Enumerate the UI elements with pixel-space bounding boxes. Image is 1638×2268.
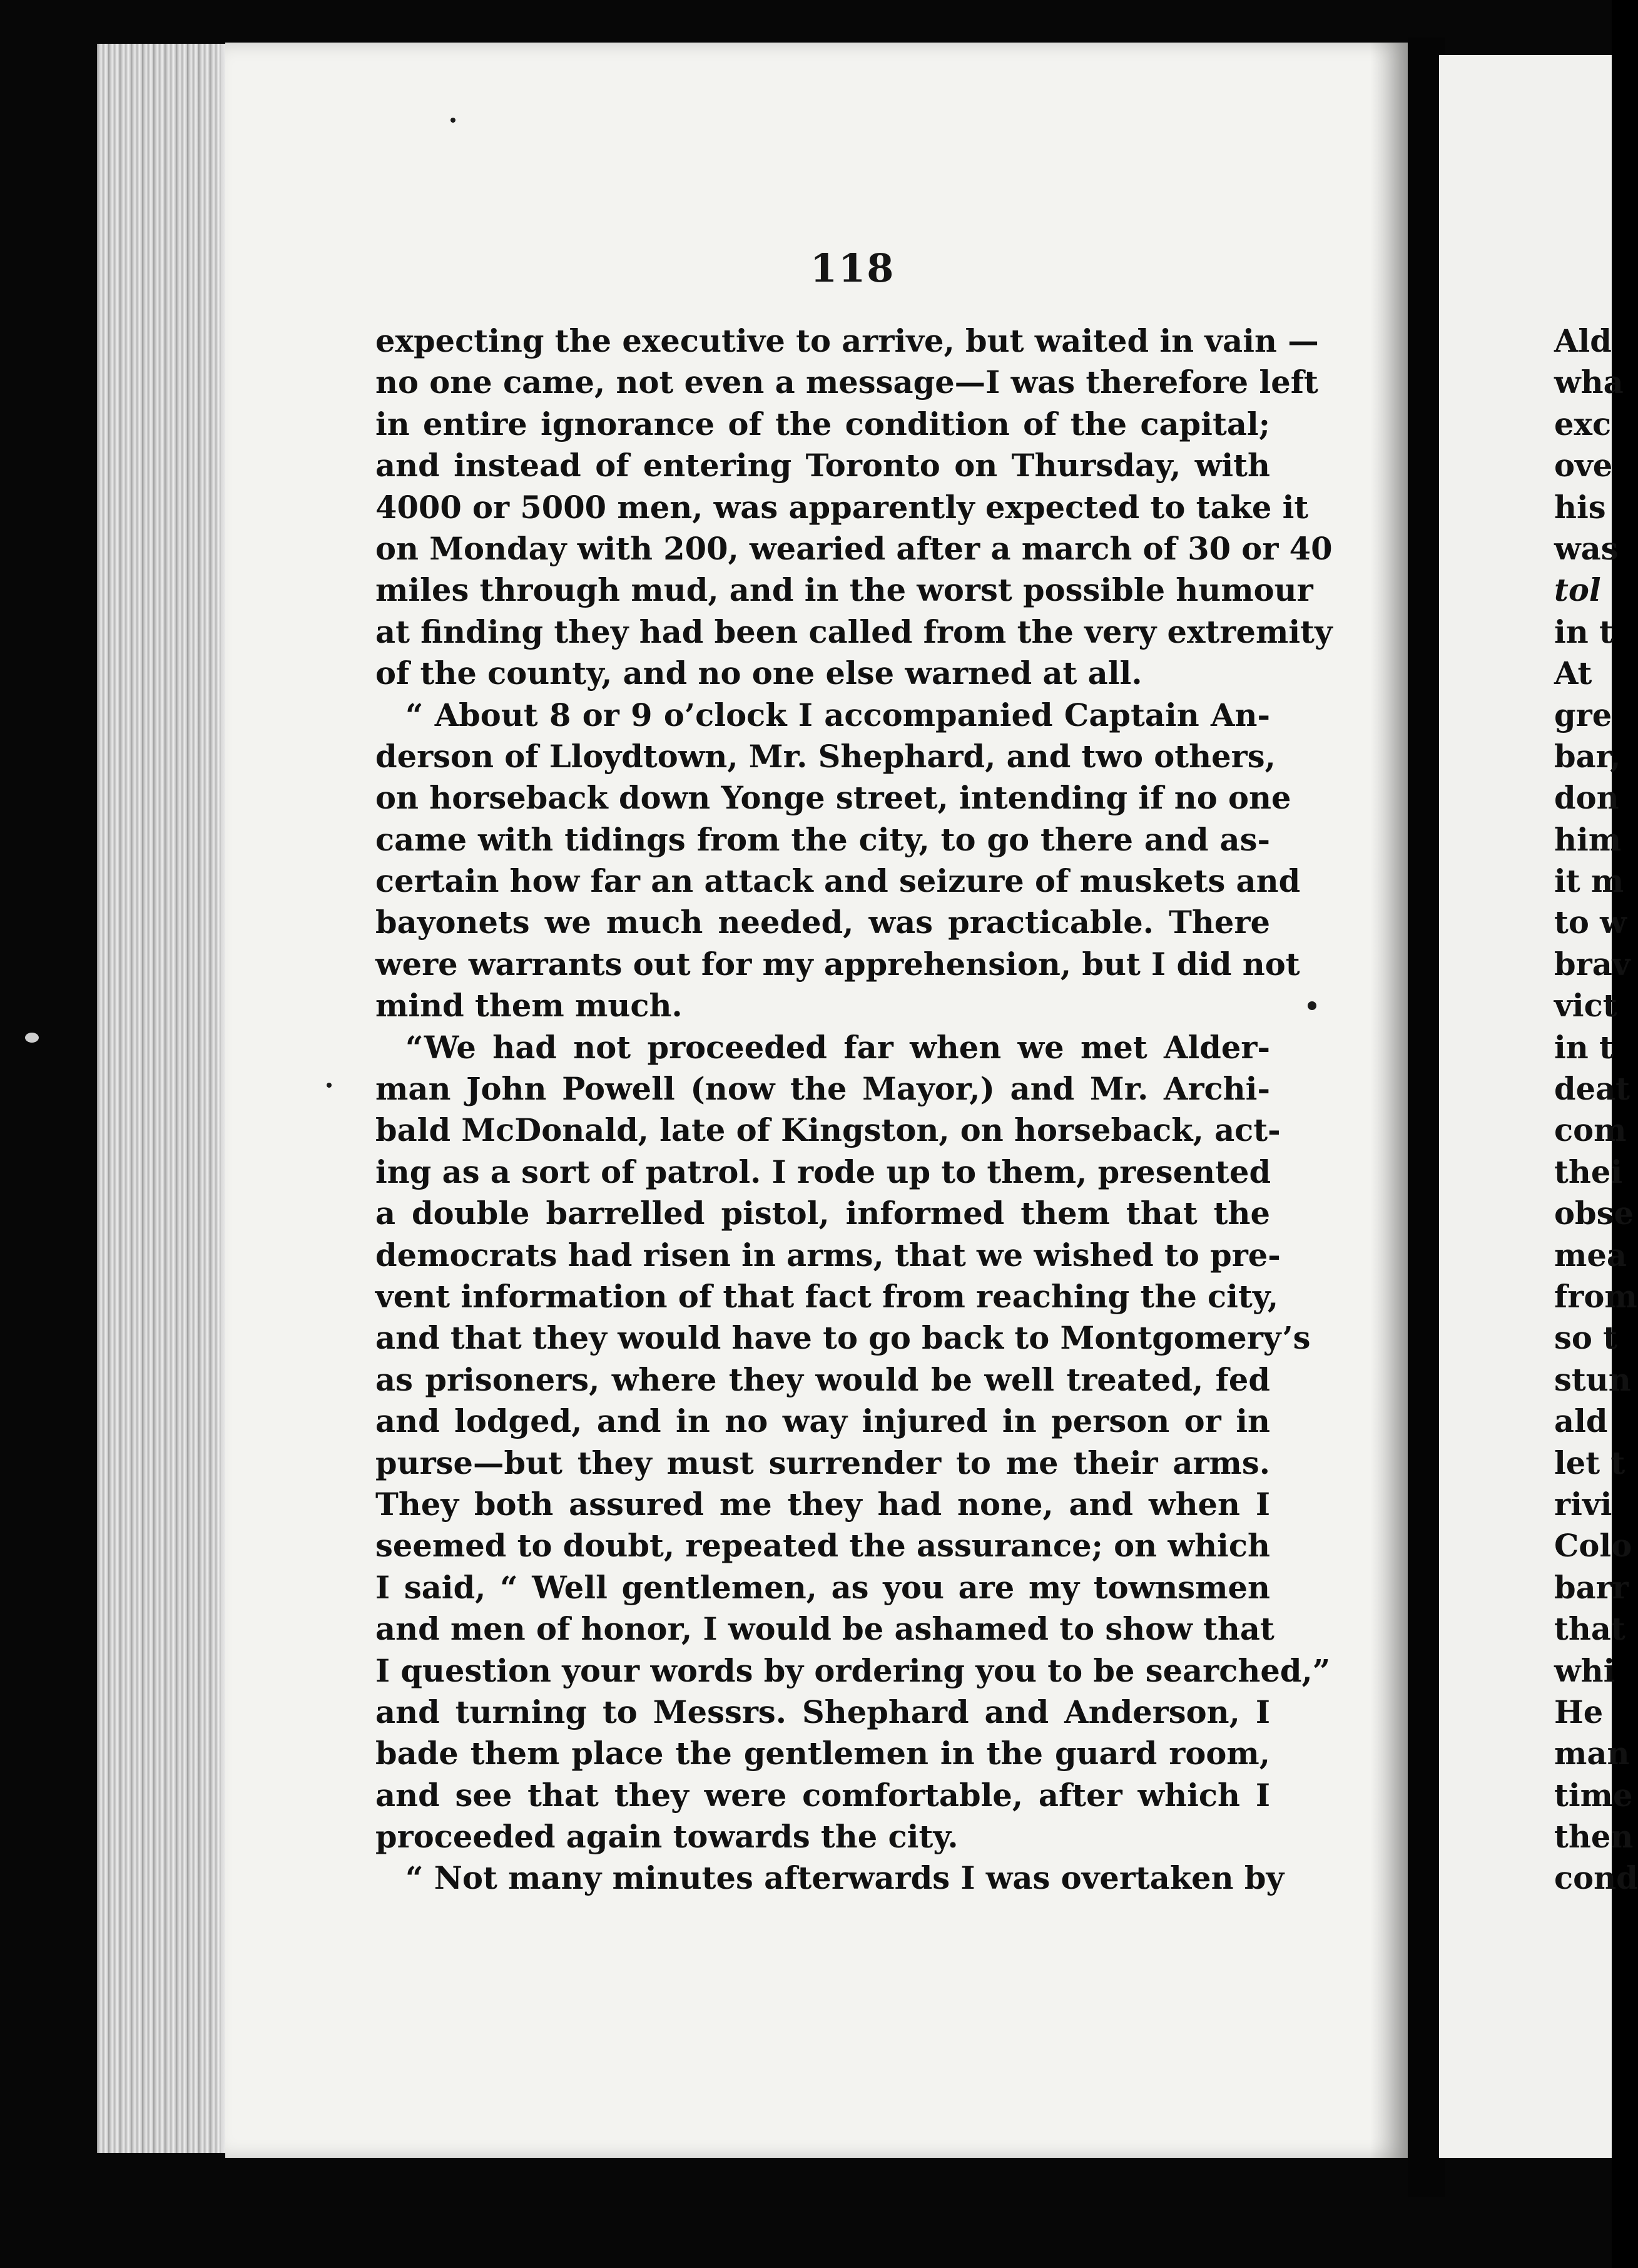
paragraph-start-line: “ About 8 or 9 o’clock I accompanied Captain An- bbox=[405, 697, 1270, 733]
page-number: 118 bbox=[810, 245, 895, 291]
text-line: and lodged, and in no way injured in person or in bbox=[375, 1403, 1270, 1440]
text-line: mind them much. bbox=[375, 988, 683, 1024]
text-line: I question your words by ordering you to be searched,” bbox=[375, 1652, 1331, 1689]
text-line: expecting the executive to arrive, but waited in vain — bbox=[375, 323, 1319, 359]
facing-fragment: Colo bbox=[1554, 1528, 1632, 1565]
facing-fragment: brav bbox=[1554, 946, 1630, 983]
facing-fragment: in t bbox=[1554, 1029, 1614, 1066]
facing-fragment: com bbox=[1554, 1112, 1627, 1149]
text-line: no one came, not even a message—I was therefore left bbox=[375, 364, 1318, 401]
paragraph-start-line: “We had not proceeded far when we met Alder- bbox=[405, 1029, 1270, 1066]
text-line: and instead of entering Toronto on Thursday, with bbox=[375, 447, 1270, 484]
text-line: They both assured me they had none, and when I bbox=[375, 1486, 1270, 1523]
facing-fragment: that bbox=[1554, 1611, 1625, 1648]
facing-fragment: tol bbox=[1554, 572, 1601, 609]
text-line: certain how far an attack and seizure of muskets and bbox=[375, 863, 1301, 900]
text-line: of the county, and no one else warned at all. bbox=[375, 655, 1142, 692]
facing-fragment: from bbox=[1554, 1278, 1637, 1315]
text-line: seemed to doubt, repeated the assurance; on which bbox=[375, 1528, 1270, 1565]
facing-fragment: let t bbox=[1554, 1444, 1625, 1481]
text-line: 4000 or 5000 men, was apparently expected to take it bbox=[375, 489, 1309, 526]
facing-fragment: whi bbox=[1554, 1652, 1615, 1689]
text-line: derson of Lloydtown, Mr. Shephard, and two others, bbox=[375, 738, 1276, 775]
text-line: and see that they were comfortable, after which I bbox=[375, 1777, 1270, 1814]
text-line: vent information of that fact from reaching the city, bbox=[375, 1278, 1279, 1315]
text-line: democrats had risen in arms, that we wished to pre- bbox=[375, 1237, 1281, 1274]
text-line: I said, “ Well gentlemen, as you are my townsmen bbox=[375, 1569, 1270, 1606]
facing-fragment: man bbox=[1554, 1735, 1630, 1772]
text-line: bald McDonald, late of Kingston, on horseback, act- bbox=[375, 1112, 1281, 1149]
text-line: as prisoners, where they would be well treated, fed bbox=[375, 1361, 1270, 1398]
facing-fragment: ald bbox=[1554, 1403, 1608, 1440]
text-line: and men of honor, I would be ashamed to show that bbox=[375, 1611, 1274, 1648]
facing-fragment: Ald bbox=[1554, 323, 1612, 359]
facing-fragment: bar, bbox=[1554, 738, 1621, 775]
text-line: bayonets we much needed, was practicable. There bbox=[375, 904, 1270, 941]
facing-fragment: cond bbox=[1554, 1860, 1638, 1897]
facing-fragment: stun bbox=[1554, 1361, 1631, 1398]
facing-fragment: so t bbox=[1554, 1320, 1617, 1357]
facing-fragment: deat bbox=[1554, 1071, 1630, 1108]
text-line: bade them place the gentlemen in the guard room, bbox=[375, 1735, 1270, 1772]
text-line: ing as a sort of patrol. I rode up to them, presented bbox=[375, 1153, 1271, 1190]
text-line: proceeded again towards the city. bbox=[375, 1819, 959, 1856]
paragraph-start-line: “ Not many minutes afterwards I was overtaken by bbox=[405, 1860, 1284, 1897]
facing-fragment: it m bbox=[1554, 863, 1624, 900]
text-line: came with tidings from the city, to go there and as- bbox=[375, 821, 1270, 858]
facing-fragment: was bbox=[1554, 530, 1619, 567]
facing-fragment: obse bbox=[1554, 1195, 1634, 1232]
facing-fragment: ove bbox=[1554, 447, 1613, 484]
scan-speck bbox=[450, 118, 455, 123]
page-fore-edges bbox=[97, 44, 228, 2153]
facing-fragment: don bbox=[1554, 780, 1619, 817]
facing-fragment: mea bbox=[1554, 1237, 1627, 1274]
facing-fragment: time bbox=[1554, 1777, 1633, 1814]
text-line: and turning to Messrs. Shephard and Anderson, I bbox=[375, 1693, 1270, 1730]
facing-fragment: vict bbox=[1554, 988, 1617, 1024]
facing-page-text bbox=[1554, 320, 1638, 1899]
text-line: in entire ignorance of the condition of the capital; bbox=[375, 406, 1270, 442]
text-line: and that they would have to go back to Montgomery’s bbox=[375, 1320, 1311, 1357]
facing-fragment: then bbox=[1554, 1819, 1634, 1856]
facing-fragment: barr bbox=[1554, 1569, 1629, 1606]
scan-speck bbox=[25, 1033, 39, 1043]
text-line: were warrants out for my apprehension, but I did not bbox=[375, 946, 1300, 983]
facing-fragment: wha bbox=[1554, 364, 1624, 401]
text-line: man John Powell (now the Mayor,) and Mr. Archi- bbox=[375, 1071, 1270, 1108]
text-line: miles through mud, and in the worst possible humour bbox=[375, 572, 1313, 609]
facing-fragment: in t bbox=[1554, 613, 1614, 650]
facing-fragment: his bbox=[1554, 489, 1606, 526]
text-line: purse—but they must surrender to me their arms. bbox=[375, 1444, 1270, 1481]
body-text bbox=[375, 320, 1333, 1899]
text-line: a double barrelled pistol, informed them that the bbox=[375, 1195, 1270, 1232]
facing-fragment: gre bbox=[1554, 697, 1612, 733]
facing-fragment: At bbox=[1554, 655, 1592, 692]
gutter-shadow bbox=[1370, 43, 1408, 2158]
text-line: on Monday with 200, wearied after a march of 30 or 40 bbox=[375, 530, 1333, 567]
scan-speck bbox=[327, 1083, 332, 1088]
text-line: on horseback down Yonge street, intending if no one bbox=[375, 780, 1291, 817]
facing-fragment: exc bbox=[1554, 406, 1612, 442]
facing-fragment: to w bbox=[1554, 904, 1627, 941]
facing-fragment: He bbox=[1554, 1693, 1604, 1730]
facing-fragment: him bbox=[1554, 821, 1622, 858]
text-line: at finding they had been called from the very extremity bbox=[375, 613, 1333, 650]
facing-fragment: rivi bbox=[1554, 1486, 1612, 1523]
facing-fragment: thei bbox=[1554, 1153, 1623, 1190]
scan-speck bbox=[1308, 1001, 1316, 1010]
